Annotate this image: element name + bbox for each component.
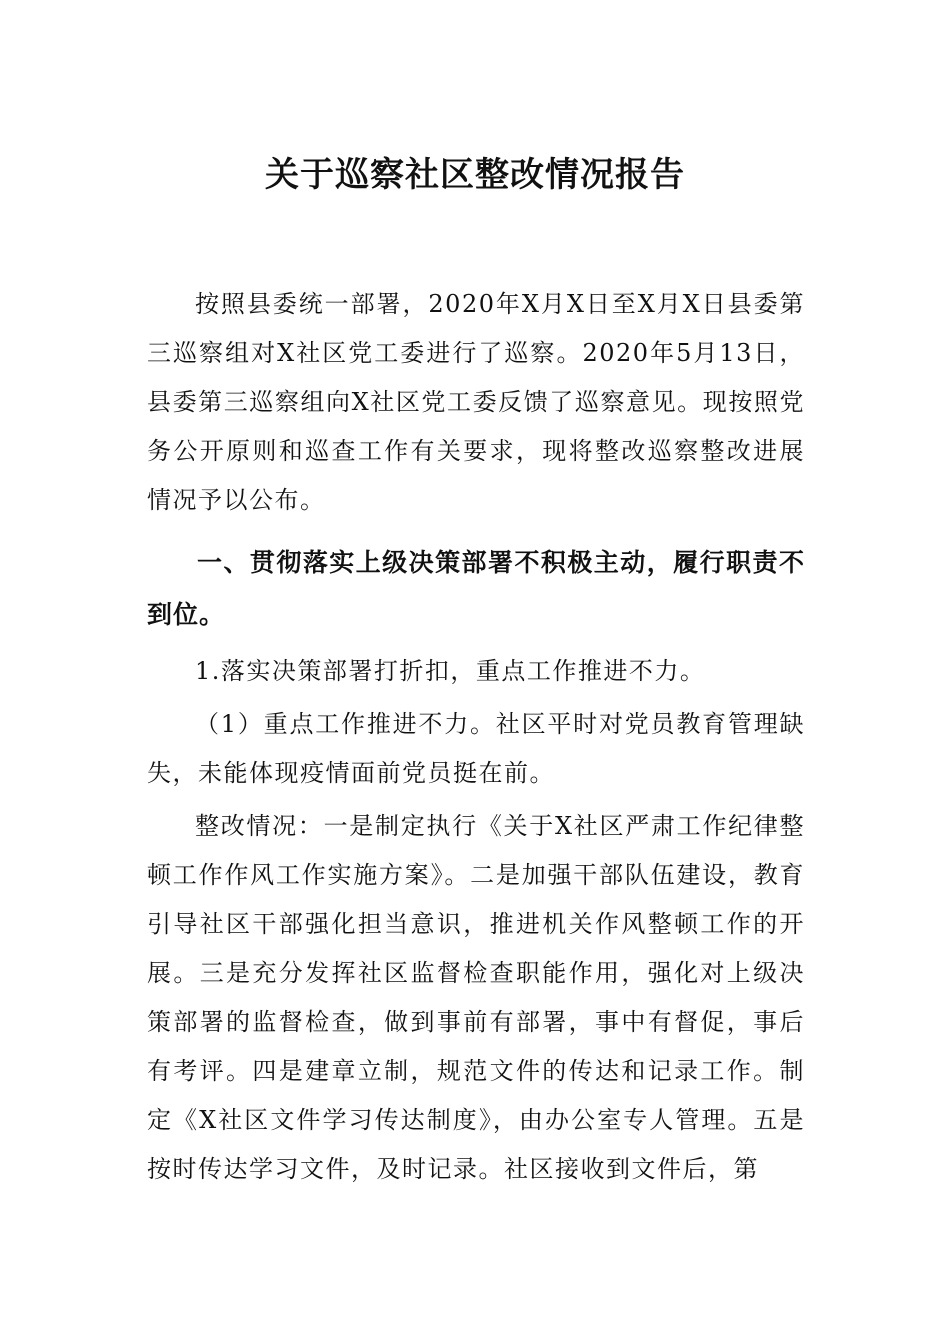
intro-paragraph: 按照县委统一部署，2020年X月X日至X月X日县委第三巡察组对X社区党工委进行了巡察。2020年5月13日，县委第三巡察组向X社区党工委反馈了巡察意见。现按照党务公开原则和巡查工作有关要求，现将整改巡察整改进展情况予以公布。 — [147, 290, 805, 514]
document-title: 关于巡察社区整改情况报告 — [265, 155, 685, 195]
section-heading-1: 一、贯彻落实上级决策部署不积极主动，履行职责不到位。 — [147, 548, 805, 629]
item-heading-1: 1.落实决策部署打折扣，重点工作推进不力。 — [195, 657, 706, 685]
item-paragraph-1-1: （1）重点工作推进不力。社区平时对党员教育管理缺失，未能体现疫情面前党员挺在前。 — [147, 710, 805, 787]
document-body — [147, 280, 805, 1194]
rectification-paragraph: 整改情况：一是制定执行《关于X社区严肃工作纪律整顿工作作风工作实施方案》。二是加强干部队伍建设，教育引导社区干部强化担当意识，推进机关作风整顿工作的开展。三是充分发挥社区监督检查职能作用，强化对上级决策部署的监督检查，做到事前有部署，事中有督促，事后有考评。四是建章立制，规范文件的传达和记录工作。制定《X社区文件学习传达制度》，由办公室专人管理。五是按时传达学习文件，及时记录。社区接收到文件后，第 — [147, 812, 805, 1183]
